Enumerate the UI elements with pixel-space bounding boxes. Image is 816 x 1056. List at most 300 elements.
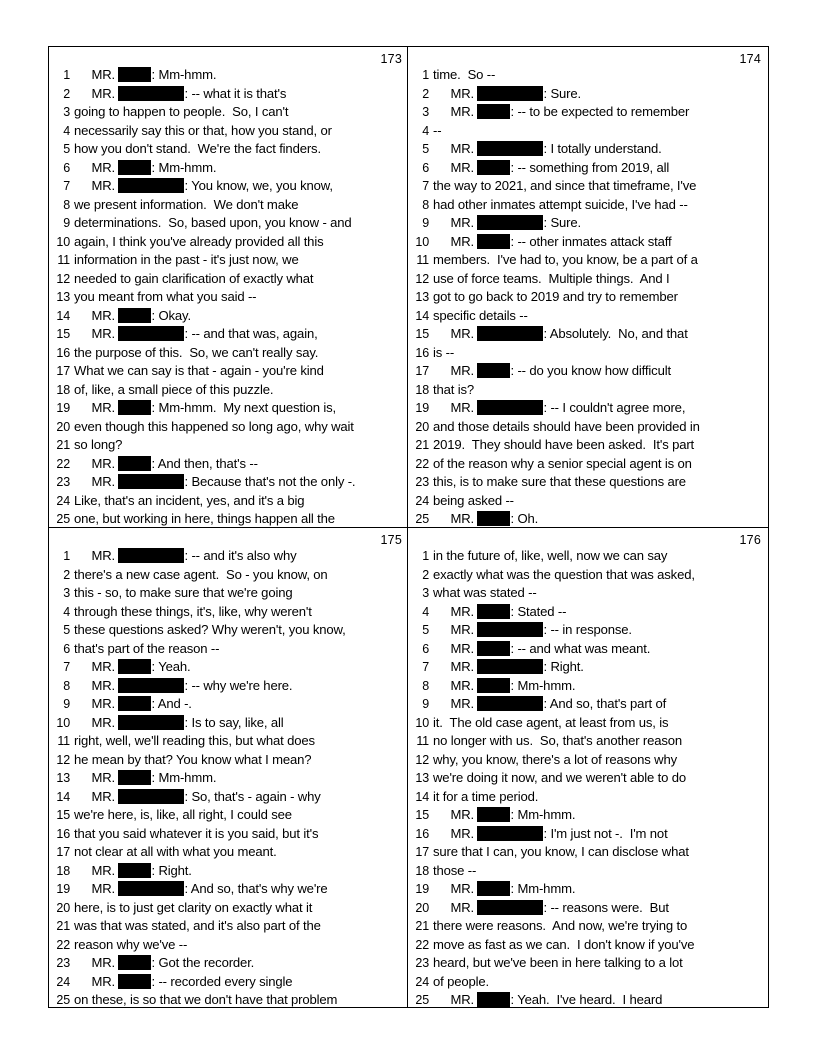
transcript-line bbox=[50, 510, 408, 529]
line-number: 18 bbox=[415, 863, 429, 878]
line-number: 7 bbox=[422, 179, 429, 193]
line-number: 23 bbox=[415, 956, 429, 970]
line-number: 2 bbox=[422, 567, 429, 582]
text-segment: : Right. bbox=[151, 862, 192, 878]
text-segment: that's part of the reason -- bbox=[74, 640, 220, 656]
text-segment: got to go back to 2019 and try to remember bbox=[433, 289, 678, 304]
line-text bbox=[433, 973, 489, 992]
line-number: 25 bbox=[56, 993, 70, 1007]
line-text bbox=[433, 344, 454, 363]
transcript-line bbox=[409, 436, 767, 455]
line-text bbox=[74, 825, 318, 844]
transcript-line bbox=[50, 362, 408, 381]
line-number: 3 bbox=[422, 586, 429, 600]
page-lines bbox=[50, 66, 408, 529]
line-text bbox=[433, 677, 575, 696]
redaction-block bbox=[118, 160, 151, 175]
text-segment: MR. bbox=[74, 455, 119, 471]
line-number: 24 bbox=[415, 493, 429, 508]
text-segment: there's a new case agent. So - you know, on bbox=[74, 566, 328, 582]
line-text bbox=[74, 566, 328, 585]
transcript-line bbox=[409, 788, 767, 807]
line-text bbox=[74, 658, 191, 677]
line-number: 5 bbox=[63, 142, 70, 156]
line-text bbox=[433, 991, 662, 1010]
line-text bbox=[74, 418, 354, 437]
text-segment: MR. bbox=[433, 992, 478, 1007]
line-text bbox=[74, 640, 219, 659]
line-number: 23 bbox=[415, 475, 429, 489]
transcript-line bbox=[50, 880, 408, 899]
transcript-line bbox=[409, 603, 767, 622]
line-text bbox=[433, 547, 667, 566]
transcript-line bbox=[409, 769, 767, 788]
text-segment: here, is to just get clarity on exactly what it bbox=[74, 899, 313, 915]
text-segment: through these things, it's, like, why weren't bbox=[74, 603, 312, 619]
line-text bbox=[74, 344, 318, 363]
redaction-block bbox=[477, 678, 510, 693]
text-segment: : Mm-hmm. bbox=[510, 807, 576, 822]
line-number: 17 bbox=[415, 845, 429, 859]
transcript-line bbox=[409, 307, 767, 326]
line-text bbox=[74, 510, 335, 529]
transcript-line bbox=[409, 584, 767, 603]
line-number: 13 bbox=[56, 771, 70, 785]
text-segment: we present information. We don't make bbox=[74, 196, 299, 212]
redaction-block bbox=[477, 641, 510, 656]
line-text bbox=[74, 233, 323, 252]
line-number: 10 bbox=[56, 234, 70, 249]
redaction-block bbox=[118, 67, 151, 82]
text-segment: of the reason why a senior special agent is on bbox=[433, 455, 692, 471]
redaction-block bbox=[118, 863, 151, 878]
line-number: 18 bbox=[56, 863, 70, 878]
line-number: 1 bbox=[63, 549, 70, 563]
line-text bbox=[433, 788, 538, 807]
text-segment: : -- do you know how difficult bbox=[510, 363, 671, 378]
line-number: 11 bbox=[416, 734, 429, 748]
line-text bbox=[74, 455, 258, 474]
transcript-line bbox=[50, 584, 408, 603]
line-text bbox=[433, 233, 672, 252]
text-segment: : -- and it's also why bbox=[184, 548, 297, 563]
line-number: 4 bbox=[422, 123, 429, 138]
line-number: 7 bbox=[63, 660, 70, 674]
line-text bbox=[433, 769, 686, 788]
redaction-block bbox=[118, 678, 184, 693]
line-text bbox=[74, 899, 312, 918]
line-number: 2 bbox=[63, 86, 70, 101]
text-segment: : -- to be expected to remember bbox=[510, 104, 690, 119]
transcript-line bbox=[409, 251, 767, 270]
redaction-block bbox=[118, 308, 151, 323]
text-segment: MR. bbox=[74, 881, 119, 896]
line-number: 13 bbox=[56, 290, 70, 304]
transcript-line bbox=[50, 85, 408, 104]
line-text bbox=[433, 140, 662, 159]
text-segment: MR. bbox=[74, 714, 119, 730]
transcript-line bbox=[50, 140, 408, 159]
redaction-block bbox=[477, 992, 510, 1007]
line-number: 12 bbox=[415, 271, 429, 286]
line-text bbox=[433, 455, 692, 474]
transcript-line bbox=[409, 695, 767, 714]
text-segment: : -- other inmates attack staff bbox=[510, 233, 672, 249]
transcript-line bbox=[409, 492, 767, 511]
line-text bbox=[74, 66, 216, 85]
transcript-line bbox=[409, 899, 767, 918]
text-segment: : So, that's - again - why bbox=[184, 788, 321, 804]
line-number: 12 bbox=[56, 752, 70, 767]
line-text bbox=[433, 825, 668, 844]
line-text bbox=[74, 788, 321, 807]
transcript-line bbox=[409, 214, 767, 233]
text-segment: information in the past - it's just now, we bbox=[74, 252, 299, 267]
text-segment: MR. bbox=[74, 178, 119, 193]
text-segment: MR. bbox=[433, 807, 478, 822]
text-segment: : And so, that's why we're bbox=[184, 881, 328, 896]
line-number: 5 bbox=[422, 623, 429, 637]
line-text bbox=[74, 603, 312, 622]
line-text bbox=[433, 695, 666, 714]
line-number: 20 bbox=[415, 419, 429, 434]
text-segment: MR. bbox=[433, 400, 478, 415]
line-number: 20 bbox=[56, 900, 70, 915]
text-segment: right, well, we'll reading this, but what does bbox=[74, 733, 315, 748]
line-number: 24 bbox=[415, 974, 429, 989]
text-segment: MR. bbox=[433, 104, 478, 119]
line-number: 6 bbox=[422, 160, 429, 175]
transcript-line bbox=[409, 399, 767, 418]
redaction-block bbox=[118, 474, 184, 489]
text-segment: there were reasons. And now, we're trying to bbox=[433, 918, 688, 933]
text-segment: MR. bbox=[433, 696, 478, 711]
line-number: 12 bbox=[56, 271, 70, 286]
text-segment: : Mm-hmm. bbox=[510, 881, 576, 896]
text-segment: these questions asked? Why weren't, you know, bbox=[74, 622, 346, 637]
line-text bbox=[433, 362, 671, 381]
line-text bbox=[74, 843, 277, 862]
line-text bbox=[433, 270, 670, 289]
text-segment: : Mm-hmm. My next question is, bbox=[151, 400, 337, 415]
transcript-line bbox=[50, 325, 408, 344]
page-lines bbox=[409, 66, 767, 529]
line-number: 20 bbox=[56, 419, 70, 434]
text-segment: MR. bbox=[433, 622, 478, 637]
transcript-line bbox=[409, 288, 767, 307]
text-segment: MR. bbox=[74, 973, 119, 989]
transcript-line bbox=[409, 510, 767, 529]
line-text bbox=[74, 288, 256, 307]
transcript-line bbox=[409, 621, 767, 640]
line-number: 24 bbox=[56, 493, 70, 508]
line-number: 23 bbox=[56, 956, 70, 970]
text-segment: no longer with us. So, that's another reason bbox=[433, 733, 683, 748]
transcript-line bbox=[50, 66, 408, 85]
text-segment: was that was stated, and it's also part of the bbox=[74, 918, 321, 933]
redaction-block bbox=[477, 881, 510, 896]
text-segment: MR. bbox=[433, 659, 478, 674]
line-text bbox=[74, 862, 192, 881]
line-number: 19 bbox=[56, 882, 70, 896]
line-number: 25 bbox=[415, 993, 429, 1007]
line-number: 16 bbox=[415, 345, 429, 360]
line-number: 21 bbox=[56, 438, 70, 452]
line-text bbox=[433, 936, 694, 955]
transcript-line bbox=[50, 751, 408, 770]
text-segment: MR. bbox=[433, 640, 478, 656]
line-number: 18 bbox=[56, 382, 70, 397]
transcript-line bbox=[409, 103, 767, 122]
line-number: 17 bbox=[56, 364, 70, 378]
line-text bbox=[433, 603, 566, 622]
transcript-line bbox=[50, 862, 408, 881]
text-segment: What we can say is that - again - you're kind bbox=[74, 363, 324, 378]
text-segment: : Yeah. bbox=[151, 659, 191, 674]
line-text bbox=[433, 917, 687, 936]
transcript-line bbox=[409, 344, 767, 363]
line-text bbox=[74, 769, 216, 788]
text-segment: MR. bbox=[433, 141, 478, 156]
text-segment: : I'm just not -. I'm not bbox=[543, 825, 668, 841]
transcript-line bbox=[409, 991, 767, 1010]
line-number: 9 bbox=[63, 697, 70, 711]
line-text bbox=[74, 307, 191, 326]
text-segment: MR. bbox=[74, 955, 119, 970]
transcript-line bbox=[409, 732, 767, 751]
line-text bbox=[74, 732, 315, 751]
transcript-line bbox=[409, 270, 767, 289]
text-segment: MR. bbox=[74, 400, 119, 415]
redaction-block bbox=[118, 696, 151, 711]
text-segment: : You know, we, you know, bbox=[184, 178, 333, 193]
transcript-line bbox=[50, 381, 408, 400]
line-text bbox=[433, 658, 584, 677]
transcript-line bbox=[409, 381, 767, 400]
text-segment: not clear at all with what you meant. bbox=[74, 844, 277, 859]
line-text bbox=[433, 399, 685, 418]
redaction-block bbox=[118, 86, 184, 101]
text-segment: : -- I couldn't agree more, bbox=[543, 400, 686, 415]
line-number: 17 bbox=[415, 364, 429, 378]
text-segment: reason why we've -- bbox=[74, 936, 188, 952]
redaction-block bbox=[477, 511, 510, 526]
line-text bbox=[433, 473, 686, 492]
text-segment: : Mm-hmm. bbox=[151, 770, 217, 785]
line-number: 19 bbox=[56, 401, 70, 415]
line-text bbox=[74, 399, 336, 418]
transcript-line bbox=[409, 640, 767, 659]
line-text bbox=[74, 159, 216, 178]
redaction-block bbox=[118, 770, 151, 785]
text-segment: : I totally understand. bbox=[543, 141, 662, 156]
line-text bbox=[74, 381, 273, 400]
line-number: 10 bbox=[415, 234, 429, 249]
transcript-line bbox=[50, 177, 408, 196]
redaction-block bbox=[118, 974, 151, 989]
text-segment: one, but working in here, things happen all the bbox=[74, 511, 335, 526]
line-number: 13 bbox=[415, 290, 429, 304]
redaction-block bbox=[477, 104, 510, 119]
text-segment: that is? bbox=[433, 381, 475, 397]
line-number: 3 bbox=[63, 586, 70, 600]
transcript-line bbox=[409, 455, 767, 474]
line-text bbox=[74, 677, 292, 696]
text-segment: MR. bbox=[74, 659, 119, 674]
text-segment: : Okay. bbox=[151, 307, 191, 323]
transcript-line bbox=[409, 880, 767, 899]
transcript-line bbox=[50, 843, 408, 862]
text-segment: : Oh. bbox=[510, 511, 539, 526]
text-segment: why, you know, there's a lot of reasons why bbox=[433, 751, 677, 767]
text-segment: MR. bbox=[433, 825, 478, 841]
line-number: 22 bbox=[56, 456, 70, 471]
transcript-line bbox=[50, 103, 408, 122]
line-number: 16 bbox=[56, 345, 70, 360]
transcript-line bbox=[409, 806, 767, 825]
line-text bbox=[74, 362, 324, 381]
line-text bbox=[74, 751, 311, 770]
text-segment: MR. bbox=[433, 603, 478, 619]
line-number: 11 bbox=[416, 253, 429, 267]
text-segment: of, like, a small piece of this puzzle. bbox=[74, 381, 274, 397]
line-number: 5 bbox=[63, 623, 70, 637]
transcript-line bbox=[409, 954, 767, 973]
line-text bbox=[433, 214, 581, 233]
line-text bbox=[74, 251, 299, 270]
line-text bbox=[74, 122, 332, 141]
line-text bbox=[74, 714, 284, 733]
redaction-block bbox=[477, 141, 543, 156]
text-segment: the way to 2021, and since that timeframe, I've bbox=[433, 178, 697, 193]
transcript-line bbox=[50, 344, 408, 363]
text-segment: had other inmates attempt suicide, I've had -- bbox=[433, 196, 688, 212]
text-segment: heard, but we've been in here talking to a lot bbox=[433, 955, 683, 970]
redaction-block bbox=[477, 659, 543, 674]
line-number: 19 bbox=[415, 401, 429, 415]
transcript-line bbox=[50, 399, 408, 418]
transcript-line bbox=[50, 954, 408, 973]
transcript-line bbox=[409, 418, 767, 437]
line-number: 10 bbox=[56, 715, 70, 730]
text-segment: this - so, to make sure that we're going bbox=[74, 585, 293, 600]
text-segment: : Mm-hmm. bbox=[151, 159, 217, 175]
line-text bbox=[433, 566, 695, 585]
transcript-line bbox=[50, 270, 408, 289]
line-text bbox=[433, 418, 700, 437]
transcript-line bbox=[409, 159, 767, 178]
line-number: 3 bbox=[63, 105, 70, 119]
text-segment: 2019. They should have been asked. It's part bbox=[433, 437, 695, 452]
line-text bbox=[433, 288, 678, 307]
line-number: 15 bbox=[415, 808, 429, 822]
transcript-line bbox=[409, 843, 767, 862]
transcript-line bbox=[409, 122, 767, 141]
line-number: 4 bbox=[63, 123, 70, 138]
text-segment: : -- recorded every single bbox=[151, 973, 293, 989]
line-text bbox=[433, 122, 441, 141]
text-segment: MR. bbox=[433, 215, 478, 230]
text-segment: move as fast as we can. I don't know if you've bbox=[433, 936, 695, 952]
redaction-block bbox=[118, 548, 184, 563]
text-segment: MR. bbox=[74, 677, 119, 693]
line-number: 15 bbox=[56, 327, 70, 341]
line-text bbox=[433, 325, 688, 344]
line-number: 9 bbox=[422, 697, 429, 711]
line-number: 1 bbox=[422, 549, 429, 563]
page-lines bbox=[50, 547, 408, 1010]
text-segment: time. So -- bbox=[433, 67, 496, 82]
transcript-line bbox=[50, 899, 408, 918]
line-text bbox=[433, 103, 689, 122]
page-number: 175 bbox=[380, 533, 402, 547]
redaction-block bbox=[118, 456, 151, 471]
text-segment: is -- bbox=[433, 344, 455, 360]
line-number: 18 bbox=[415, 382, 429, 397]
transcript-line bbox=[50, 122, 408, 141]
text-segment: exactly what was the question that was asked, bbox=[433, 566, 695, 582]
transcript-line bbox=[50, 936, 408, 955]
line-number: 9 bbox=[63, 216, 70, 230]
redaction-block bbox=[477, 215, 543, 230]
redaction-block bbox=[477, 400, 543, 415]
text-segment: MR. bbox=[74, 67, 119, 82]
text-segment: : Because that's not the only -. bbox=[184, 474, 356, 489]
transcript-line bbox=[50, 640, 408, 659]
line-number: 17 bbox=[56, 845, 70, 859]
transcript-line bbox=[50, 418, 408, 437]
redaction-block bbox=[118, 659, 151, 674]
page-number: 176 bbox=[739, 533, 761, 547]
transcript-line bbox=[409, 566, 767, 585]
line-number: 6 bbox=[63, 160, 70, 175]
line-number: 11 bbox=[57, 734, 70, 748]
text-segment: even though this happened so long ago, why wait bbox=[74, 418, 354, 434]
transcript-line bbox=[50, 991, 408, 1010]
text-segment: we're here, is, like, all right, I could see bbox=[74, 807, 292, 822]
line-text bbox=[74, 806, 292, 825]
transcript-line bbox=[50, 825, 408, 844]
page-number: 174 bbox=[739, 52, 761, 66]
transcript-line bbox=[409, 196, 767, 215]
transcript-line bbox=[50, 769, 408, 788]
transcript-line bbox=[50, 196, 408, 215]
transcript-line bbox=[50, 547, 408, 566]
transcript-line bbox=[409, 140, 767, 159]
line-text bbox=[433, 899, 669, 918]
line-number: 16 bbox=[56, 826, 70, 841]
text-segment: necessarily say this or that, how you stand, or bbox=[74, 122, 332, 138]
text-segment: needed to gain clarification of exactly what bbox=[74, 270, 314, 286]
text-segment: he mean by that? You know what I mean? bbox=[74, 751, 312, 767]
line-text bbox=[433, 492, 514, 511]
line-number: 8 bbox=[422, 197, 429, 212]
redaction-block bbox=[477, 622, 543, 637]
transcript-line bbox=[409, 325, 767, 344]
text-segment: MR. bbox=[74, 862, 119, 878]
transcript-line bbox=[409, 862, 767, 881]
transcript-line bbox=[409, 751, 767, 770]
line-text bbox=[433, 307, 528, 326]
transcript-line bbox=[409, 362, 767, 381]
line-text bbox=[433, 862, 476, 881]
redaction-block bbox=[118, 326, 184, 341]
line-number: 14 bbox=[415, 789, 429, 804]
line-text bbox=[433, 880, 575, 899]
text-segment: MR. bbox=[433, 233, 478, 249]
line-text bbox=[74, 621, 346, 640]
line-number: 19 bbox=[415, 882, 429, 896]
